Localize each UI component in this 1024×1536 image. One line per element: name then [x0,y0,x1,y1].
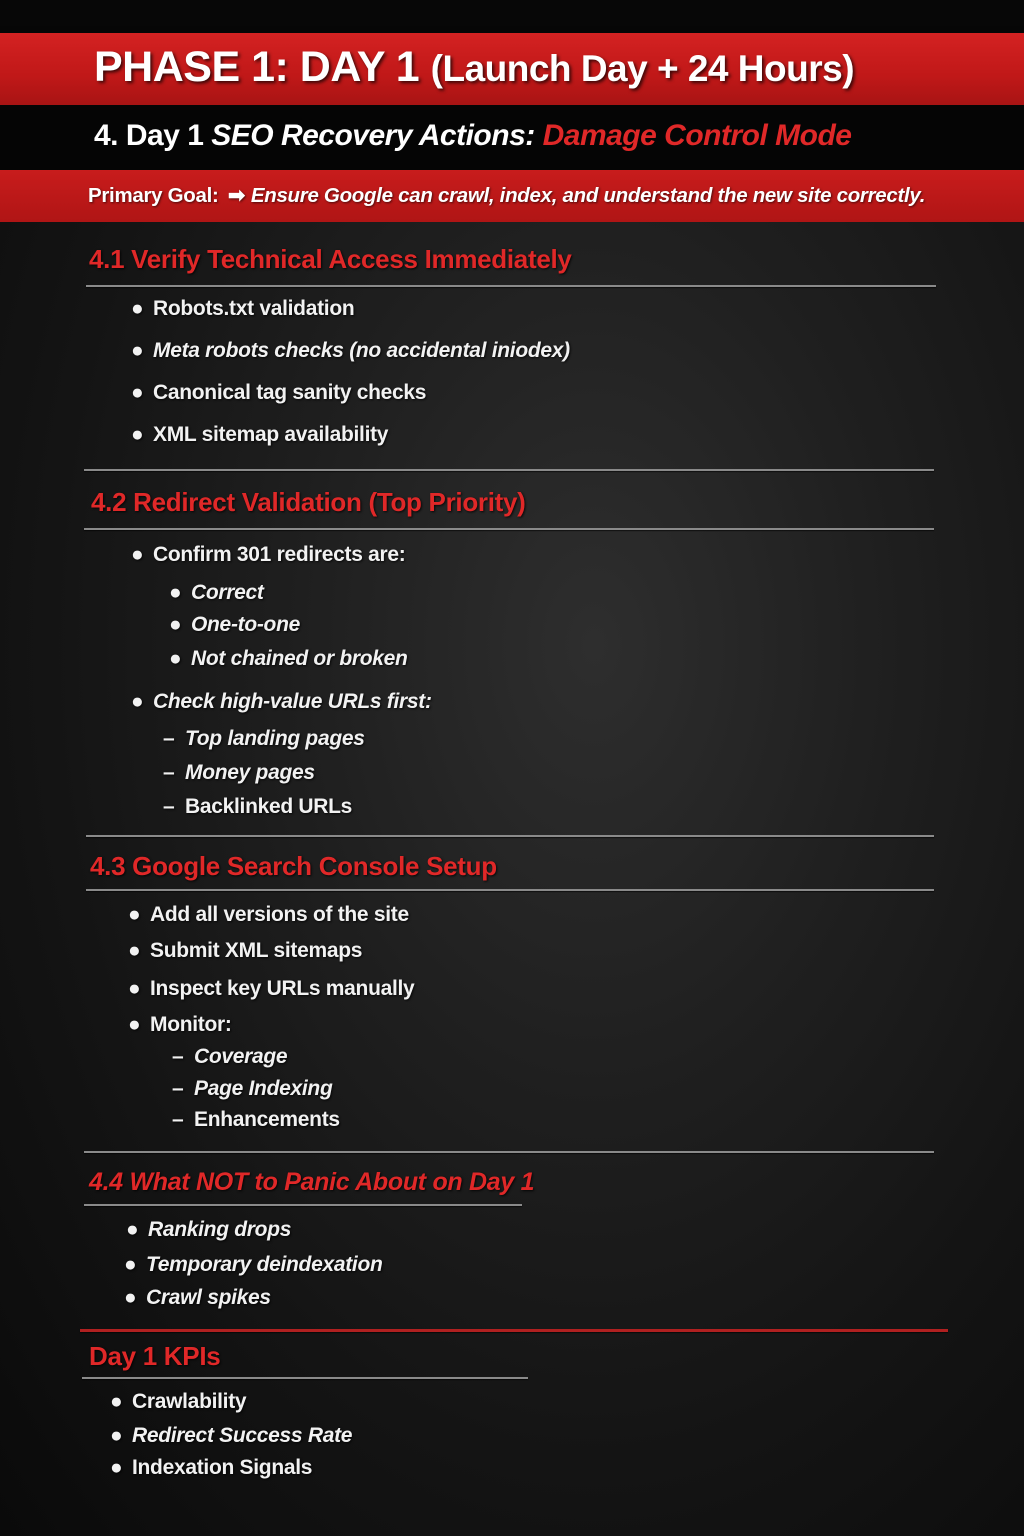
section-divider [86,889,934,891]
list-item [131,690,432,714]
dash-icon: – [163,727,175,750]
bullet-icon: ● [110,1390,123,1413]
bullet-icon: ● [110,1424,123,1447]
list-item-text: Monitor: [150,1013,232,1036]
list-item-text: Check high-value URLs first: [153,690,432,713]
bullet-icon: ● [124,1253,137,1276]
section-divider [84,528,934,530]
sub-list-item [169,581,264,605]
list-item-text: Redirect Success Rate [132,1424,353,1447]
list-item-text: One-to-one [191,613,300,636]
sub-list-item [172,1045,287,1069]
phase-banner [0,33,1024,105]
bullet-icon: ● [131,690,144,713]
section-divider [84,1151,934,1153]
bullet-icon: ● [128,977,141,1000]
sub-list-item [163,727,365,751]
subtitle-bar [0,105,1024,170]
section-divider [84,1204,522,1206]
list-item [124,1286,271,1310]
sub-list-item [169,647,408,671]
kpi-item [110,1424,352,1448]
goal-text-rest: can crawl, index, and understand the new site correctly. [392,184,926,207]
list-item [128,977,414,1001]
sub-list-item [169,613,300,637]
list-item [128,903,409,927]
goal-label: Primary Goal: [88,184,219,207]
bullet-icon: ● [131,297,144,320]
list-item [131,381,426,405]
dash-icon: – [172,1077,184,1100]
list-item [126,1218,291,1242]
list-item-text: Meta robots checks (no accidental iniodex) [153,339,570,362]
list-item-text: Backlinked URLs [185,795,353,818]
list-item [124,1253,383,1277]
section-divider [84,469,934,471]
kpi-item [110,1456,312,1480]
section-heading-4-3: 4.3 Google Search Console Setup [90,851,497,881]
bullet-icon: ● [110,1456,123,1479]
list-item-text: Submit XML sitemaps [150,939,363,962]
section-heading-4-4: 4.4 What NOT to Panic About on Day 1 [89,1168,535,1196]
list-item-text: Robots.txt validation [153,297,355,320]
title-paren: (Launch Day + 24 Hours) [430,48,855,89]
kpi-item [110,1390,246,1414]
sub-list-item [163,761,315,785]
section-divider [86,835,934,837]
dash-icon: – [163,795,175,818]
subtitle [94,119,851,153]
list-item-text: Add all versions of the site [150,903,409,926]
dash-icon: – [172,1045,184,1068]
list-item [131,297,354,321]
list-item-text: XML sitemap availability [153,423,389,446]
sub-list-item [163,795,352,819]
bullet-icon: ● [169,613,182,636]
dash-icon: – [172,1108,184,1131]
primary-goal-bar [0,170,1024,222]
list-item [131,339,570,363]
list-item-text: Coverage [194,1045,288,1068]
section-divider [86,285,936,287]
list-item-text: Page Indexing [194,1077,333,1100]
bullet-icon: ● [131,339,144,362]
bullet-icon: ● [131,381,144,404]
dash-icon: – [163,761,175,784]
list-item-text: Crawlability [132,1390,247,1413]
bullet-icon: ● [126,1218,139,1241]
right-arrow-icon: ➡ [227,184,245,207]
bullet-icon: ● [169,581,182,604]
page-title [94,43,854,92]
list-item-text: Temporary deindexation [146,1253,383,1276]
list-item [131,423,388,447]
bullet-icon: ● [128,903,141,926]
subtitle-prefix: 4. Day 1 [94,119,212,152]
bullet-icon: ● [128,939,141,962]
subtitle-accent: Damage Control Mode [542,119,852,152]
bullet-icon: ● [131,543,144,566]
list-item-text: Canonical tag sanity checks [153,381,427,404]
bullet-icon: ● [128,1013,141,1036]
list-item [128,939,362,963]
title-main: PHASE 1: DAY 1 [94,43,420,91]
list-item-text: Money pages [185,761,315,784]
primary-goal [88,183,925,208]
list-item-text: Confirm 301 redirects are: [153,543,406,566]
section-heading-4-1: 4.1 Verify Technical Access Immediately [89,244,572,274]
bullet-icon: ● [131,423,144,446]
section-divider [82,1377,528,1379]
list-item-text: Correct [191,581,264,604]
section-heading-4-2: 4.2 Redirect Validation (Top Priority) [91,487,526,517]
list-item-text: Not chained or broken [191,647,408,670]
list-item-text: Crawl spikes [146,1286,271,1309]
list-item-text: Inspect key URLs manually [150,977,415,1000]
sub-list-item [172,1108,340,1132]
list-item [128,1013,232,1037]
bullet-icon: ● [124,1286,137,1309]
goal-text-italic: Ensure Google [250,184,393,207]
subtitle-italic: SEO Recovery Actions: [211,119,535,152]
list-item-text: Enhancements [194,1108,340,1131]
bullet-icon: ● [169,647,182,670]
list-item-text: Top landing pages [185,727,365,750]
list-item-text: Ranking drops [148,1218,292,1241]
list-item-text: Indexation Signals [132,1456,313,1479]
kpis-heading: Day 1 KPIs [89,1341,221,1371]
kpi-divider [80,1329,948,1332]
top-strip [0,0,1024,33]
sub-list-item [172,1077,332,1101]
list-item [131,543,405,567]
